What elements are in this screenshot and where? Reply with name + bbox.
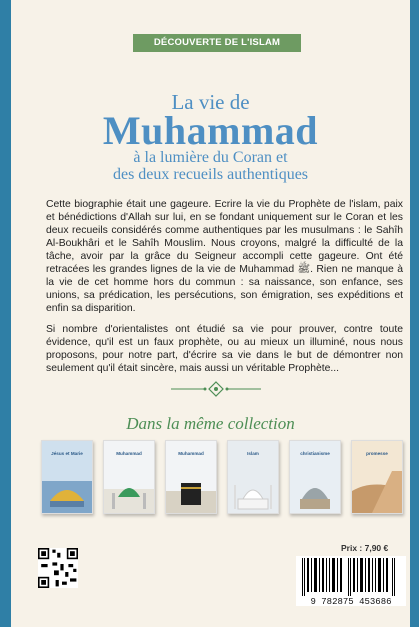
book-cover-2 (103, 440, 155, 514)
description-paragraph-2: Si nombre d'orientalistes ont étudié sa vie pour prouver, contre toute évidence, qu'il est un faux prophète, ou au mieux un illuminé, nous nous proposons, pour notre part, d'écrire sa vie dans le but de démontrer non seulement qu'il était sincère, mais aussi un véritable Prophète... (46, 324, 403, 374)
barcode-icon (296, 556, 406, 596)
title-line-1: La vie de (171, 90, 250, 114)
book-cover-5 (289, 440, 341, 514)
subtitle-line-2: des deux recueils authentiques (112, 166, 309, 183)
book-title-2: Muhammad (116, 451, 142, 456)
description (46, 198, 403, 383)
book-title-4: Islam (247, 451, 259, 456)
book-title-6: promesse (366, 451, 388, 456)
title-subtitle (11, 149, 410, 183)
book-collection (41, 440, 401, 518)
qr-code-icon (38, 548, 78, 588)
book-cover-4 (227, 440, 279, 514)
title-main: Muhammad (102, 108, 319, 153)
description-paragraph-1: Cette biographie était une gageure. Ecrire la vie du Prophète de l'islam, paix et bénédictions d'Allah sur lui, en se fondant uniquement sur le Coran et les deux recueils considérés comme authentiques par les musulmans : le Sahîh Al-Boukhâri et le Sahîh Mouslim. Nous croyons, malgré la difficulté de la tâche, avoir par la grâce du Seigneur accompli cette gageure. Ont été retracées les grandes lignes de la vie de Muhammad ﷺ. Rien ne manque à la vie de cet homme hors du commun : sa naissance, son enfance, ses unions, sa prédication, les persécutions, son émigration, ses expéditions et enfin sa disparition. (46, 199, 403, 314)
isbn-barcode (296, 556, 406, 606)
book-cover-6 (351, 440, 403, 514)
book-back-cover (11, 0, 410, 627)
book-cover-1 (41, 440, 93, 514)
collection-banner: DÉCOUVERTE DE L'ISLAM (133, 34, 301, 52)
book-title-3: Muhammad (178, 451, 204, 456)
subtitle-line-1: à la lumière du Coran et (133, 149, 288, 166)
isbn-number: 9 782875 453686 (310, 597, 392, 607)
book-title-1: Jésus et Marie (51, 451, 83, 456)
price: Prix : 7,90 € (341, 543, 389, 553)
book-cover-3 (165, 440, 217, 514)
ornament-divider (171, 381, 261, 397)
book-title-5: christianisme (300, 451, 330, 456)
collection-heading: Dans la même collection (126, 414, 295, 433)
